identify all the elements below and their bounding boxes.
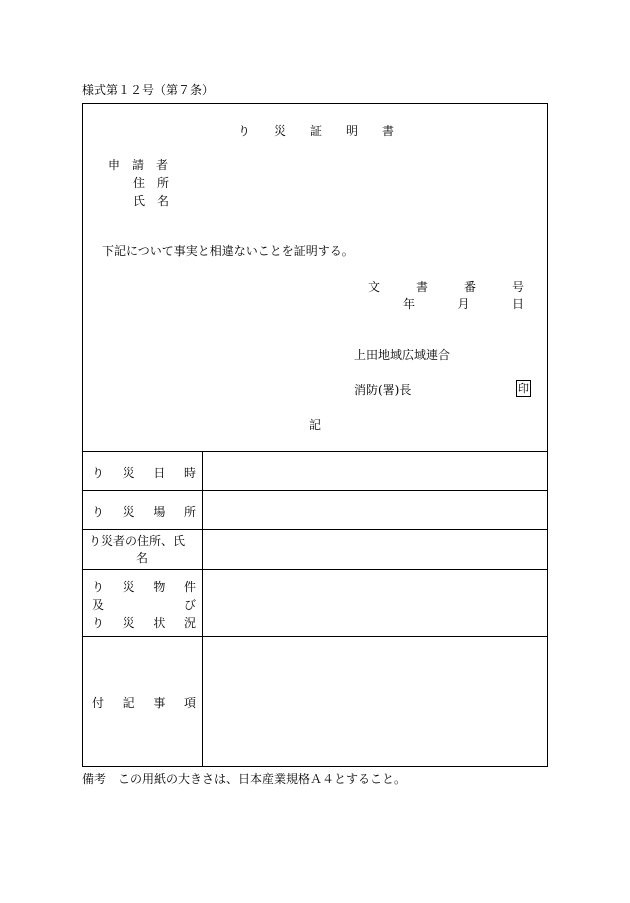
row-label-victim-info: り災者の住所、氏 — [89, 534, 186, 548]
issuer-title: 消防(署)長 — [354, 383, 412, 397]
footer-remark: 備考 この用紙の大きさは、日本産業規格Ａ４とすること。 — [82, 772, 407, 786]
divider-line — [82, 529, 548, 530]
divider-line — [82, 451, 548, 452]
applicant-name-label: 氏 名 — [133, 194, 169, 208]
row-label-property-1: り 災 物 件 — [92, 580, 196, 594]
document-title: り 災 証 明 書 — [238, 124, 394, 138]
row-label-victim-info-cont: 名 — [136, 551, 149, 565]
divider-line — [82, 569, 548, 570]
row-label-property-2: 及 び — [92, 598, 196, 612]
issuer-organization: 上田地域広域連合 — [354, 348, 451, 362]
applicant-address-label: 住 所 — [133, 176, 169, 190]
row-label-property-3: り 災 状 況 — [92, 616, 196, 630]
row-label-notes: 付 記 事 項 — [92, 696, 196, 710]
seal-stamp: 印 — [518, 382, 529, 395]
document-number-label: 文 書 番 号 — [368, 280, 524, 294]
applicant-label: 申 請 者 — [108, 158, 168, 172]
form-number: 様式第１２号（第７条） — [82, 83, 215, 97]
row-label-disaster-place: り 災 場 所 — [92, 505, 196, 519]
certification-statement: 下記について事実と相違ないことを証明する。 — [102, 244, 354, 258]
divider-line — [82, 636, 548, 637]
column-divider — [202, 451, 203, 767]
divider-line — [82, 490, 548, 491]
ki-label: 記 — [309, 418, 322, 432]
row-label-disaster-datetime: り 災 日 時 — [92, 466, 196, 480]
date-label: 年 月 日 — [403, 297, 524, 311]
